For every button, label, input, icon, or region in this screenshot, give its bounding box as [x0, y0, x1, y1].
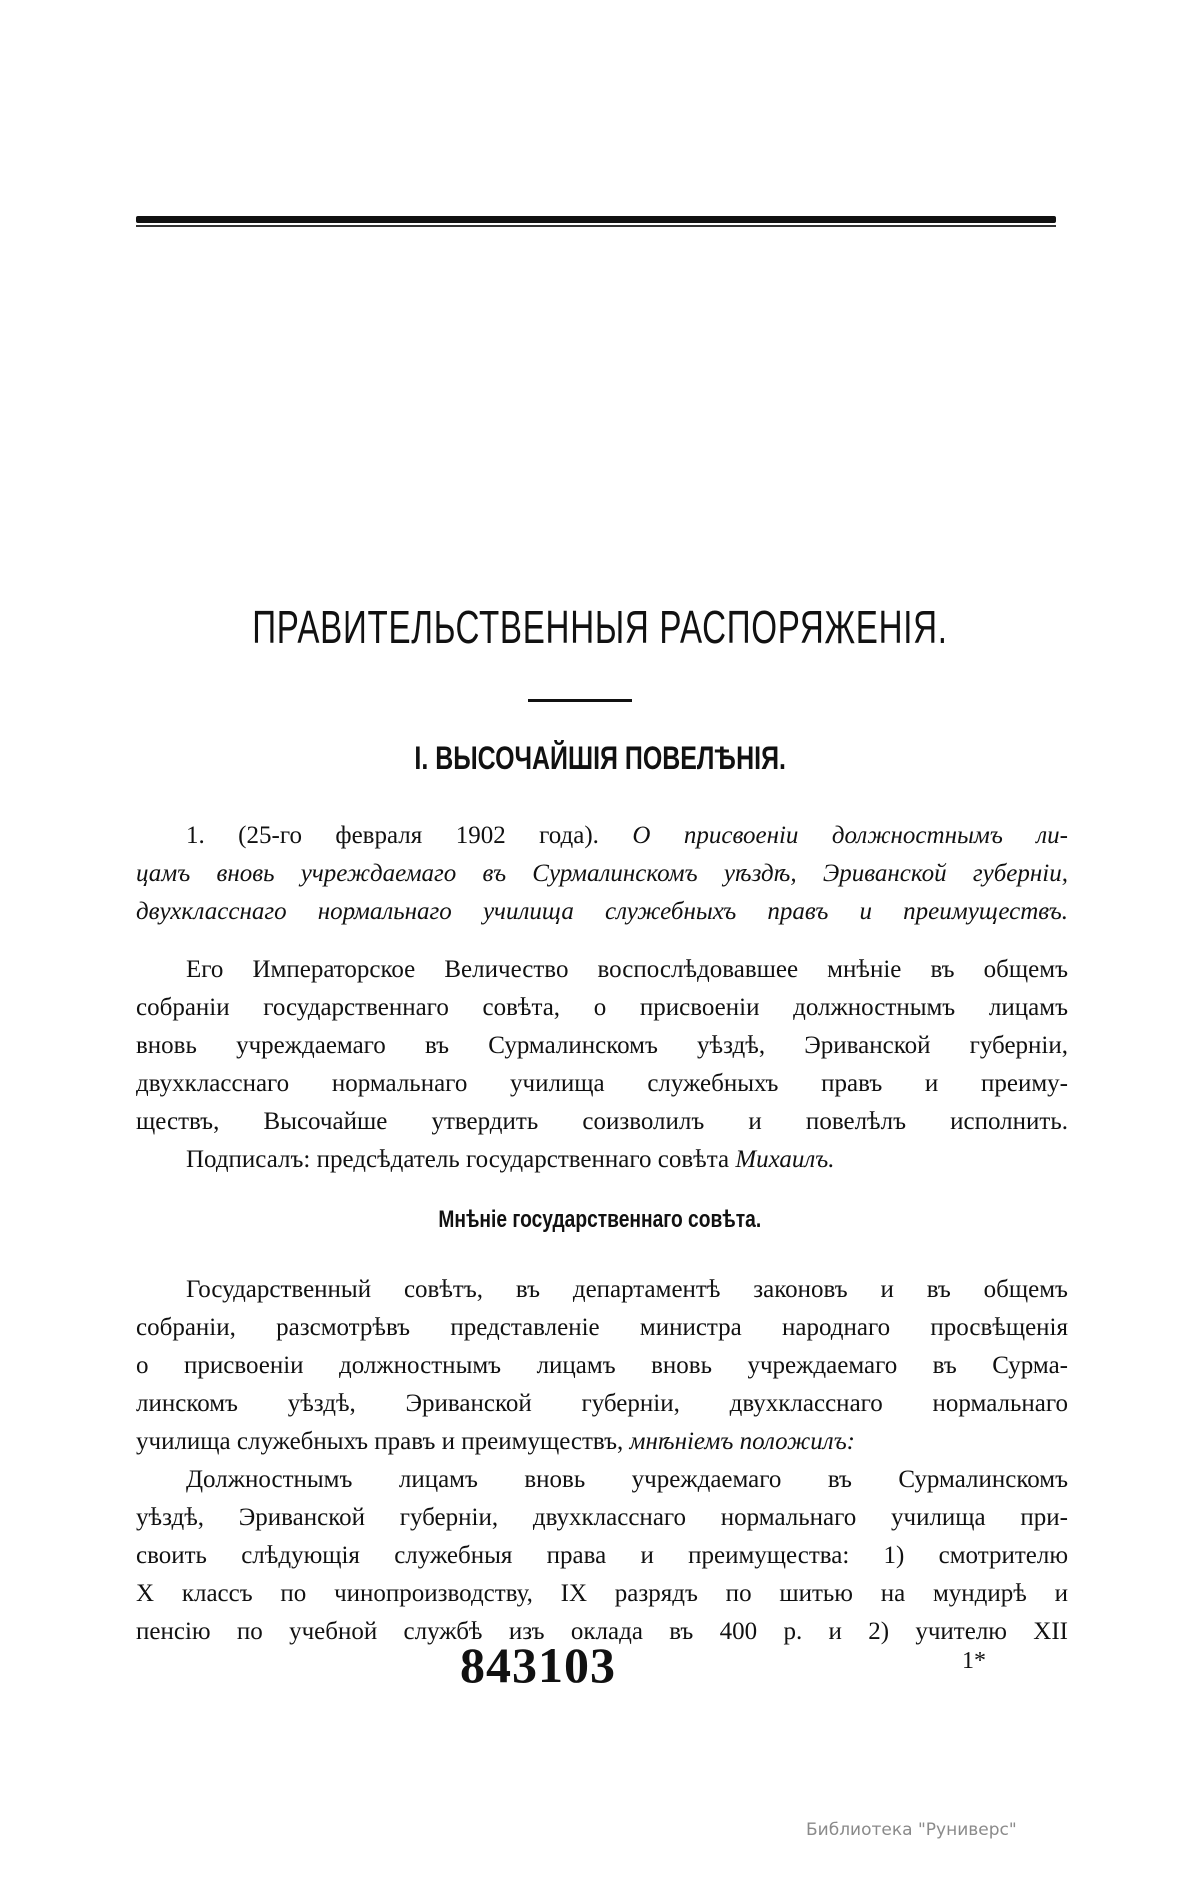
- text-line: уѣздѣ, Эриванской губерніи, двухкласснаго нормальнаго училища при-: [136, 1504, 1068, 1531]
- text-span: училища служебныхъ правъ и преимуществъ,: [136, 1428, 624, 1455]
- text-line: двухкласснаго нормальнаго училища служебныхъ правъ и преиму-: [136, 1070, 1068, 1097]
- text-line: своить слѣдующія служебныя права и преимущества: 1) смотрителю: [136, 1542, 1068, 1569]
- item-1-date: 1. (25-го февраля 1902 года).: [186, 822, 599, 849]
- watermark: Библиотека "Руниверс": [806, 1820, 1017, 1840]
- text-line: собраніи государственнаго совѣта, о присвоеніи должностнымъ лицамъ: [136, 994, 1068, 1021]
- signature-mark: 1*: [962, 1648, 986, 1674]
- text-line: [136, 1423, 1068, 1461]
- text-line: X классъ по чинопроизводству, IX разрядъ по шитью на мундирѣ и: [136, 1580, 1068, 1607]
- text-line: Его Императорское Величество воспослѣдовавшее мнѣніе въ общемъ: [186, 956, 1068, 983]
- library-stamp-number: 843103: [460, 1637, 616, 1693]
- text-line: Должностнымъ лицамъ вновь учреждаемаго въ Сурмалинскомъ: [186, 1466, 1068, 1493]
- item-1-line: двухкласснаго нормальнаго училища служебныхъ правъ и преимуществъ.: [136, 898, 1068, 925]
- opinion-heading: [0, 1206, 1200, 1234]
- signer-name: Михаилъ.: [735, 1146, 835, 1173]
- item-1-line: цамъ вновь учреждаемаго въ Сурмалинскомъ уѣздѣ, Эриванской губерніи,: [136, 860, 1068, 887]
- text-line: линскомъ уѣздѣ, Эриванской губерніи, двухкласснаго нормальнаго: [136, 1390, 1068, 1417]
- top-rule-thin: [136, 225, 1056, 227]
- paragraph-opinion: [136, 1271, 1068, 1651]
- page-title: [0, 600, 1200, 654]
- resolution-phrase: мнѣніемъ положилъ:: [629, 1428, 855, 1455]
- text-line: пенсію по учебной службѣ изъ оклада въ 400 р. и 2) учителю XII: [136, 1618, 1068, 1645]
- page-title-text: ПРАВИТЕЛЬСТВЕННЫЯ РАСПОРЯЖЕНІЯ.: [252, 601, 948, 653]
- opinion-heading-text: Мнѣніе государственнаго совѣта.: [438, 1206, 762, 1233]
- text-line: собраніи, разсмотрѣвъ представленіе министра народнаго просвѣщенія: [136, 1314, 1068, 1341]
- section-heading-text: I. ВЫСОЧАЙШІЯ ПОВЕЛѢНІЯ.: [414, 740, 786, 776]
- top-rule: [136, 216, 1056, 223]
- item-1-line: [136, 817, 1068, 855]
- signed-label: Подписалъ: предсѣдатель государственнаго совѣта: [186, 1146, 730, 1173]
- item-1: [136, 817, 1068, 931]
- text-line: Государственный совѣтъ, въ департаментѣ законовъ и въ общемъ: [186, 1276, 1068, 1303]
- section-heading: [0, 740, 1200, 777]
- text-line: вновь учреждаемаго въ Сурмалинскомъ уѣздѣ, Эриванской губерніи,: [136, 1032, 1068, 1059]
- signed-line: [136, 1141, 1068, 1179]
- item-1-subject: О присвоеніи должностнымъ ли-: [632, 822, 1068, 849]
- text-line: о присвоеніи должностнымъ лицамъ вновь учреждаемаго въ Сурма-: [136, 1352, 1068, 1379]
- text-line: ществъ, Высочайше утвердить соизволилъ и повелѣлъ исполнить.: [136, 1108, 1068, 1135]
- title-divider: [528, 699, 632, 702]
- paragraph-decree: [136, 951, 1068, 1179]
